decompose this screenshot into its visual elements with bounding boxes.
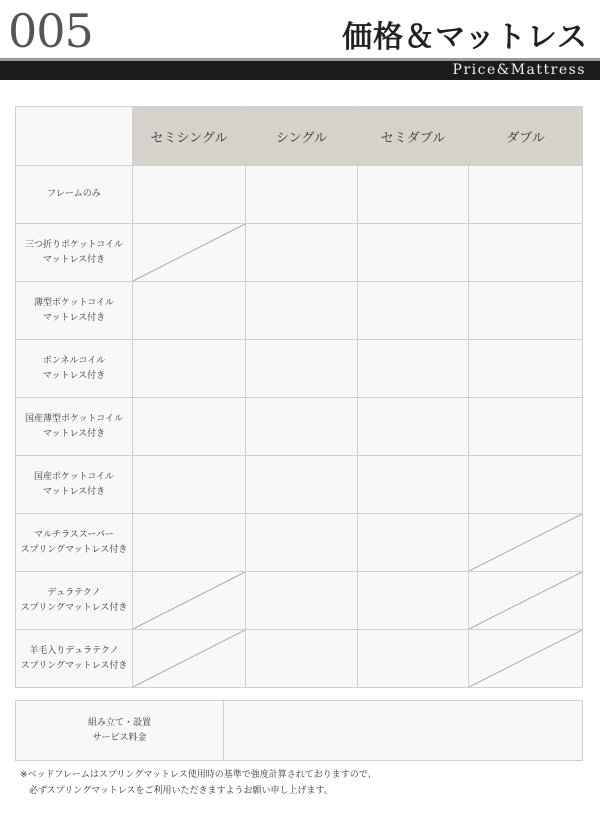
price-table [15,106,583,688]
label-line: デュラテクノ [47,587,101,598]
label-line: マットレス付き [42,254,106,265]
column-header: シングル [246,107,358,166]
not-available-slash [469,572,582,629]
unavailable-cell [133,572,246,630]
column-header: ダブル [469,107,583,166]
table-row [16,224,583,282]
price-cell [358,456,469,514]
row-label [16,398,133,456]
price-cell [246,282,358,340]
price-cell [358,514,469,572]
price-cell [246,166,358,224]
not-available-slash [133,572,245,629]
row-label [16,572,133,630]
label-line: 羊毛入りデュラテクノ [29,645,119,656]
price-cell [358,282,469,340]
not-available-slash [133,224,245,281]
unavailable-cell [469,572,583,630]
footnote [20,767,590,799]
label-line: マルチラススーパー [34,529,114,540]
price-cell [133,514,246,572]
price-cell [469,282,583,340]
price-cell [469,398,583,456]
label-line: サービス料金 [92,732,147,743]
row-label [16,340,133,398]
not-available-slash [469,514,582,571]
service-fee-label [16,701,224,761]
price-cell [246,340,358,398]
label-line: マットレス付き [42,370,106,381]
price-cell [246,398,358,456]
unavailable-cell [133,224,246,282]
table-row [16,514,583,572]
row-label [16,166,133,224]
label-line: 組み立て・設置 [87,717,151,728]
label-line: スプリングマットレス付き [20,544,128,555]
price-cell [133,166,246,224]
table-corner-cell [16,107,133,166]
label-line: 国産ポケットコイル [34,471,114,482]
service-fee-value-cell [224,701,583,761]
label-line: ボンネルコイル [42,355,106,366]
label-line: 三つ折りポケットコイル [25,239,123,250]
label-line: マットレス付き [42,428,106,439]
unavailable-cell [469,514,583,572]
unavailable-cell [469,630,583,688]
label-line: 薄型ポケットコイル [34,297,114,308]
row-label [16,514,133,572]
row-label [16,630,133,688]
not-available-slash [469,630,582,687]
price-cell [246,630,358,688]
price-cell [246,456,358,514]
price-cell [358,398,469,456]
price-cell [358,630,469,688]
price-cell [358,224,469,282]
table-row [16,398,583,456]
price-cell [133,456,246,514]
label-line: スプリングマットレス付き [20,660,128,671]
price-cell [246,224,358,282]
section-number: 005 [8,4,93,58]
label-line: マットレス付き [42,312,106,323]
price-cell [469,166,583,224]
table-row [16,340,583,398]
price-cell [246,514,358,572]
price-cell [358,340,469,398]
label-line: 国産薄型ポケットコイル [25,413,123,424]
table-row [16,572,583,630]
unavailable-cell [133,630,246,688]
price-cell [133,398,246,456]
price-cell [246,572,358,630]
table-header-row [16,107,583,166]
label-line: マットレス付き [42,486,106,497]
footnote-line: ※ベッドフレームはスプリングマットレス使用時の基準で強度計算されておりますので、 [20,770,377,780]
table-row [16,701,583,761]
table-row [16,166,583,224]
label-line: スプリングマットレス付き [20,602,128,613]
not-available-slash [133,630,245,687]
column-header: セミダブル [358,107,469,166]
price-cell [358,166,469,224]
price-cell [133,282,246,340]
row-label [16,224,133,282]
table-row [16,630,583,688]
price-cell [358,572,469,630]
footnote-line: 必ずスプリングマットレスをご利用いただきますようお願い申し上げます。 [20,786,333,796]
label-line: フレームのみ [47,189,101,199]
column-header: セミシングル [133,107,246,166]
price-cell [469,456,583,514]
row-label [16,282,133,340]
price-cell [469,340,583,398]
table-row [16,456,583,514]
row-label [16,456,133,514]
table-row [16,282,583,340]
price-cell [133,340,246,398]
page-title: 価格＆マットレス [342,20,588,55]
service-fee-table [15,700,583,761]
page-subtitle: Price&Mattress [452,62,586,78]
price-cell [469,224,583,282]
